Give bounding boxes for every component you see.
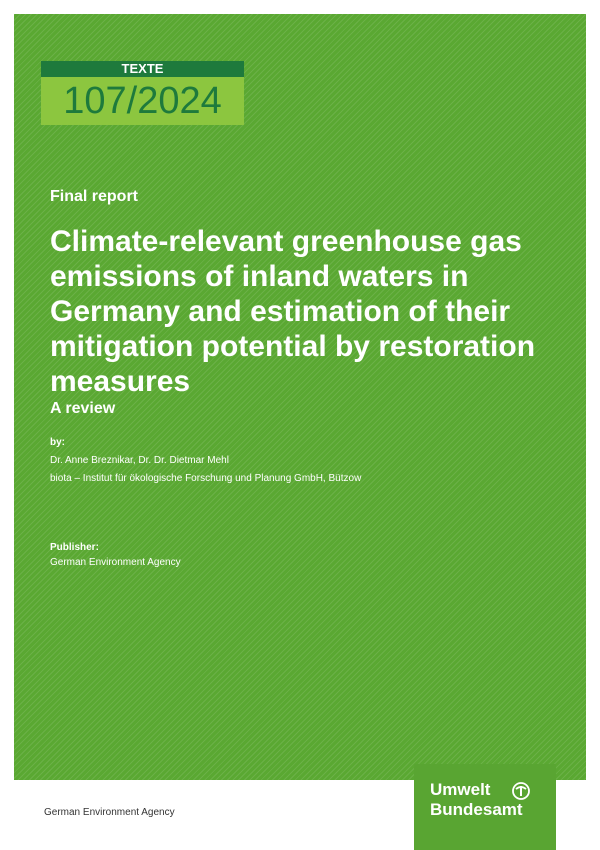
- publisher-name: German Environment Agency: [50, 557, 181, 568]
- logo-line-2: Bundesamt: [430, 800, 523, 819]
- report-subtitle: A review: [50, 400, 116, 417]
- footer-agency: German Environment Agency: [44, 807, 175, 818]
- series-number: 107/2024: [41, 77, 244, 125]
- logo-line-1: Umwelt: [430, 780, 491, 799]
- publisher-label: Publisher:: [50, 542, 99, 553]
- authors-names: Dr. Anne Breznikar, Dr. Dr. Dietmar Mehl: [50, 455, 229, 466]
- umweltbundesamt-logo: [414, 764, 556, 850]
- report-type: Final report: [50, 188, 139, 205]
- report-title: Climate-relevant greenhouse gas emissions of inland waters in Germany and estimation of their mitigation potential by restoration measures: [50, 225, 536, 398]
- series-label: TEXTE: [41, 61, 244, 77]
- authors-label: by:: [50, 437, 65, 448]
- tree-icon: [512, 782, 530, 800]
- authors-affiliation: biota – Institut für ökologische Forschung und Planung GmbH, Bützow: [50, 473, 362, 484]
